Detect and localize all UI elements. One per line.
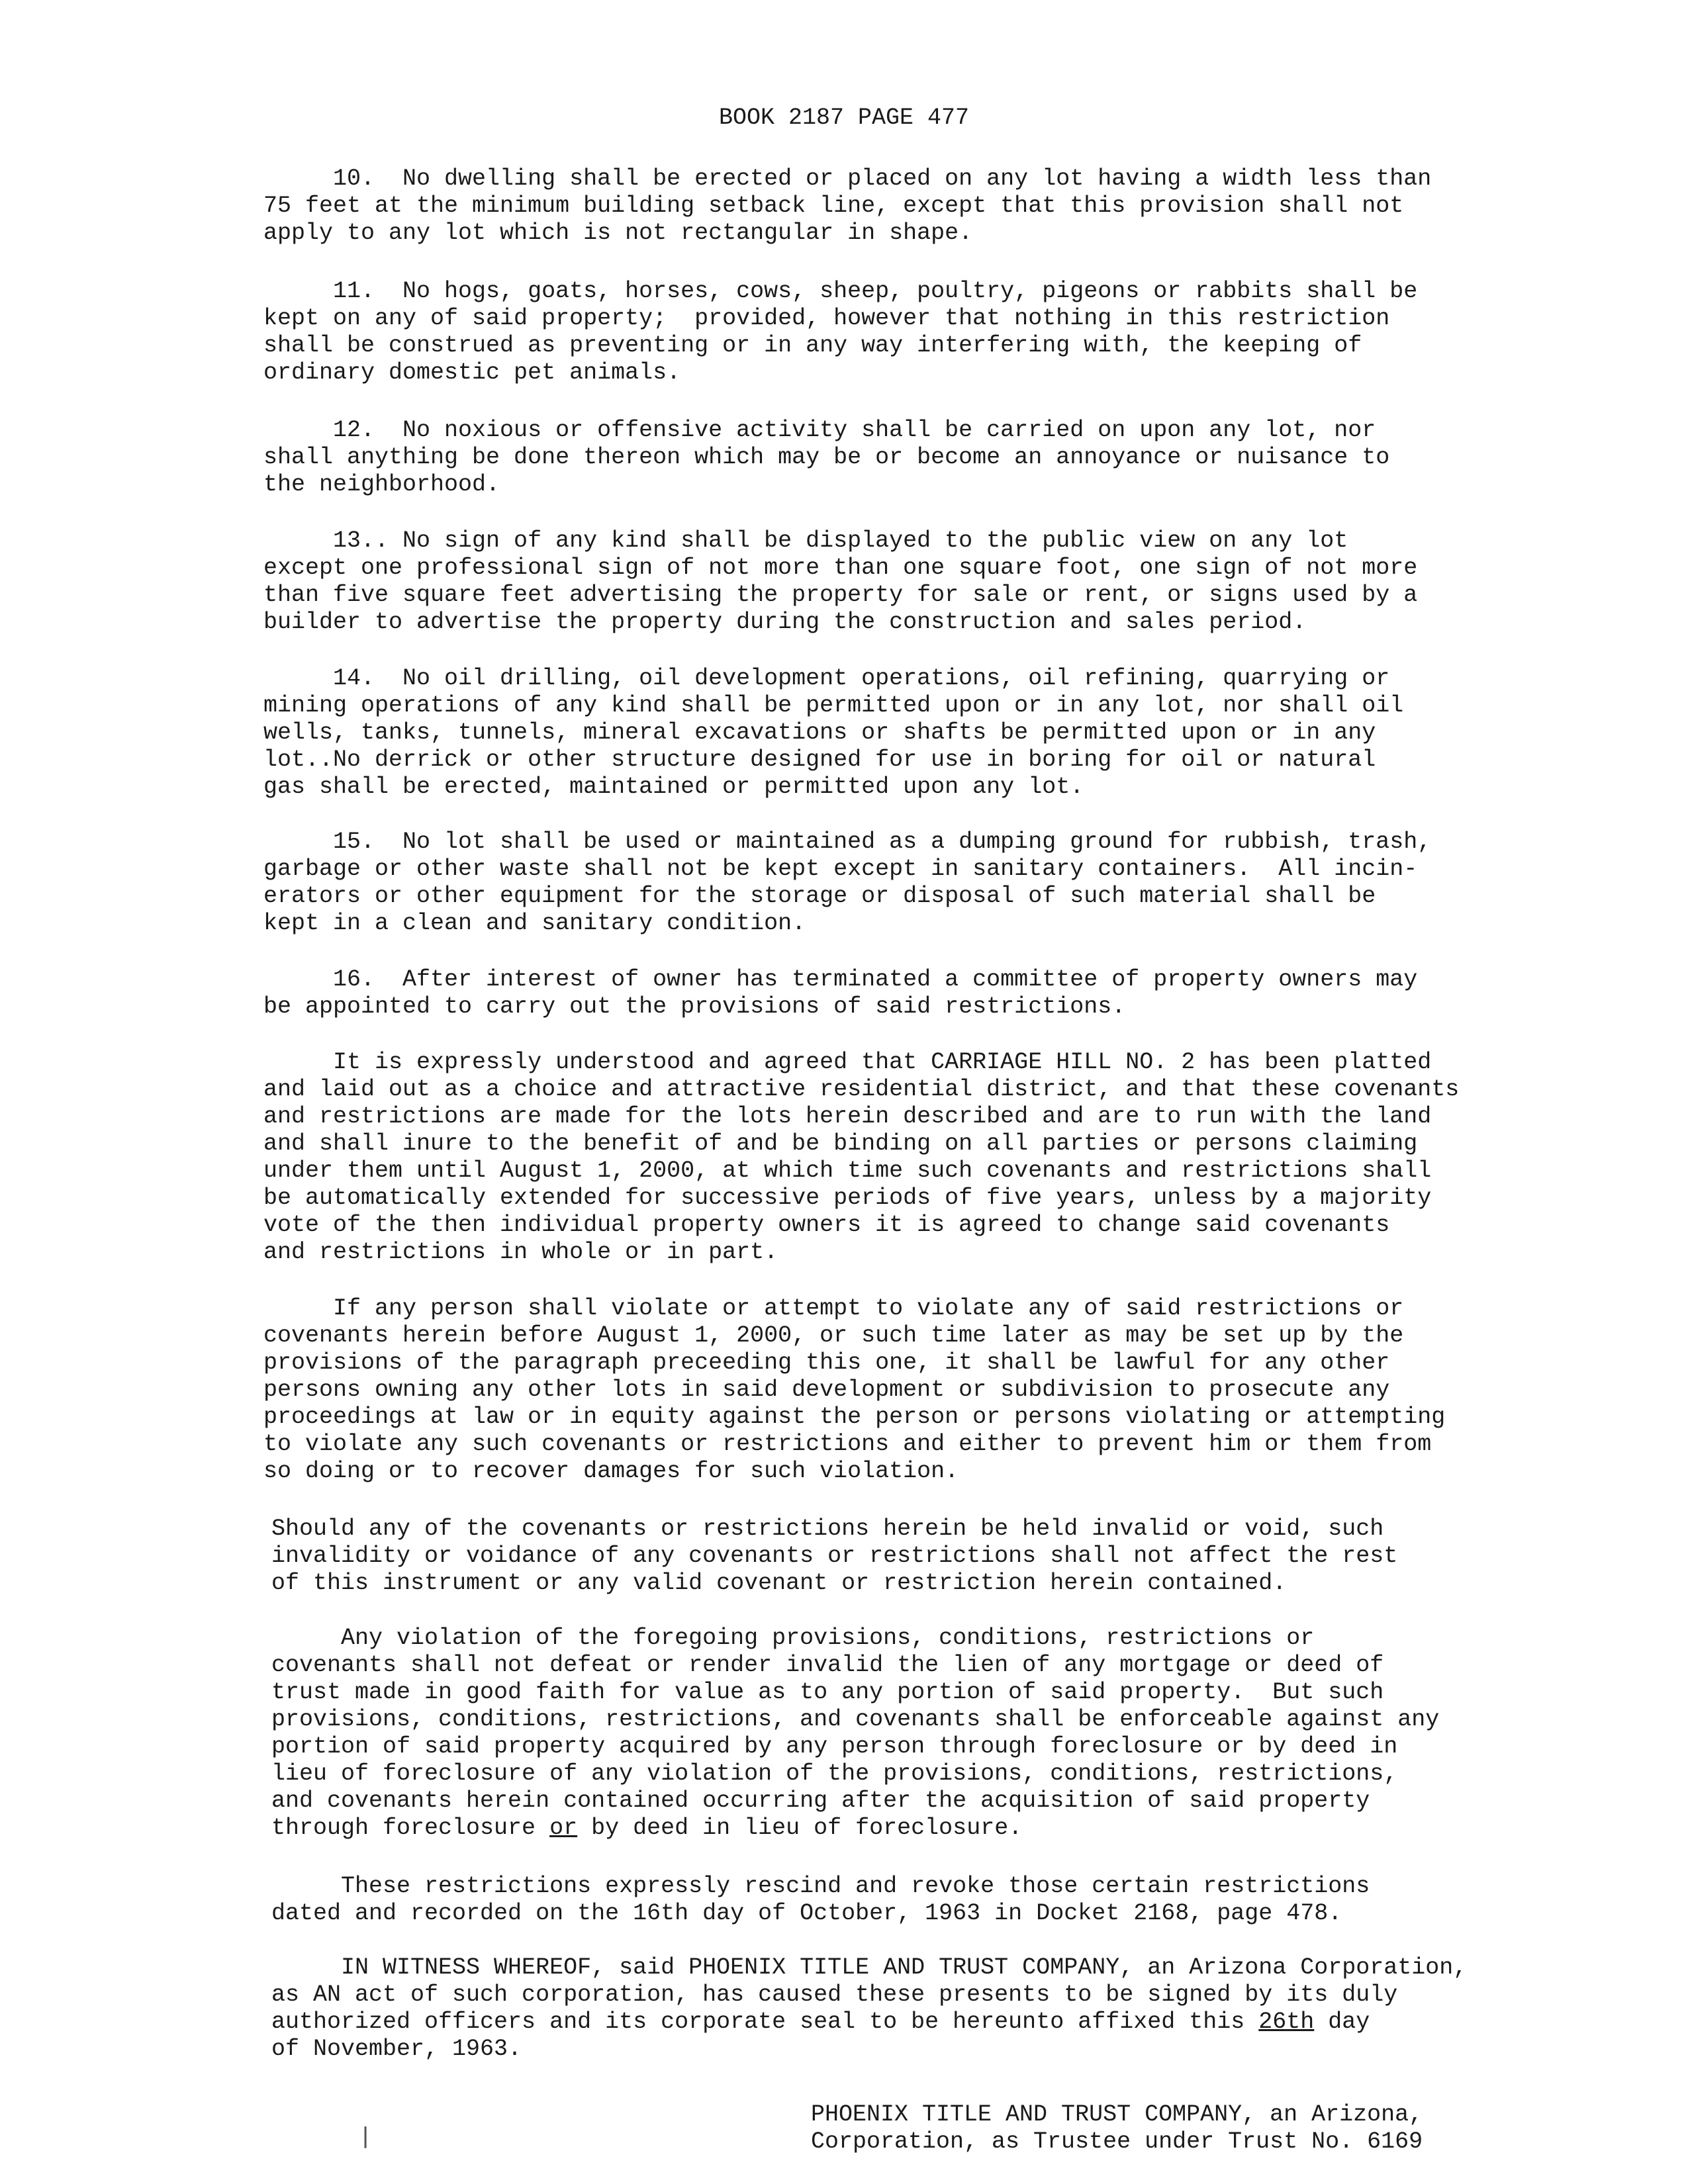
paragraph-10: 10. No dwelling shall be erected or placed on any lot having a width less than 75 feet at the minimum building setback line, except that this provision shall not apply to any lot which is not rectangular in shape. <box>263 165 1432 246</box>
paragraph-13: 13.. No sign of any kind shall be displayed to the public view on any lot except one professional sign of not more than one square foot, one sign of not more than five square feet advertising the property for sale or rent, or signs used by a builder to advertise the property during the construction and sales period. <box>263 527 1418 635</box>
paragraph-violation: If any person shall violate or attempt to violate any of said restrictions or covenants herein before August 1, 2000, or such time later as may be set up by the provisions of the paragraph preceeding this one, it shall be lawful for any other persons owning any other lots in said development or subdivision to prosecute any proceedings at law or in equity against the person or persons violating or attempting to violate any such covenants or restrictions and either to prevent him or them from so doing or to recover damages for such violation. <box>263 1295 1446 1484</box>
paragraph-mortgage <box>271 1625 1439 1842</box>
paragraph-11: 11. No hogs, goats, horses, cows, sheep, poultry, pigeons or rabbits shall be kept on any of said property; provided, however that nothing in this restriction shall be construed as preventing or in any way interfering with, the keeping of ordinary domestic pet animals. <box>263 278 1418 386</box>
underlined-date: 26th <box>1258 2009 1315 2035</box>
underlined-or: or <box>549 1815 578 1841</box>
paragraph-16: 16. After interest of owner has terminated a committee of property owners may be appointed to carry out the provisions of said restrictions. <box>263 966 1418 1020</box>
paragraph-15: 15. No lot shall be used or maintained as a dumping ground for rubbish, trash, garbage or other waste shall not be kept except in sanitary containers. All incin- erators or other equipment for the storage or disposal of such material shall be kept in a clean and sanitary condition. <box>263 829 1432 936</box>
paragraph-witness <box>271 1954 1467 2063</box>
paragraph-14: 14. No oil drilling, oil development operations, oil refining, quarrying or mining operations of any kind shall be permitted upon or in any lot, nor shall oil wells, tanks, tunnels, mineral excavations or shafts be permitted upon or in any lot..No derrick or other structure designed for use in boring for oil or natural gas shall be erected, maintained or permitted upon any lot. <box>263 665 1404 800</box>
signature-block: PHOENIX TITLE AND TRUST COMPANY, an Arizona, Corporation, as Trustee under Trust No. 6169 <box>811 2101 1423 2155</box>
page-header: BOOK 2187 PAGE 477 <box>718 105 970 131</box>
stray-mark: ❘ <box>357 2124 374 2154</box>
paragraph-severability: Should any of the covenants or restrictions herein be held invalid or void, such invalidity or voidance of any covenants or restrictions shall not affect the rest of this instrument or any valid covenant or restriction herein contained. <box>271 1516 1398 1596</box>
paragraph-mortgage-text: Any violation of the foregoing provisions, conditions, restrictions or covenants shall not defeat or render invalid the lien of any mortgage or deed of trust made in good faith for value as to any portion of said property. But such provisions, conditions, restrictions, and covenants shall be enforceable against any portion of said property acquired by any person through foreclosure or by deed in lieu of foreclosure of any violation of the provisions, conditions, restrictions, and covenants herein contained occurring after the acquisition of said property through foreclosure <box>271 1625 1440 1841</box>
paragraph-covenants-term: It is expressly understood and agreed that CARRIAGE HILL NO. 2 has been platted and laid out as a choice and attractive residential district, and that these covenants and restrictions are made for the lots herein described and are to run with the land and shall inure to the benefit of and be binding on all parties or persons claiming under them until August 1, 2000, at which time such covenants and restrictions shall be automatically extended for successive periods of five years, unless by a majority vote of the then individual property owners it is agreed to change said covenants and restrictions in whole or in part. <box>263 1049 1460 1265</box>
paragraph-witness-end: day of November, 1963. <box>271 2009 1370 2062</box>
paragraph-mortgage-end: by deed in lieu of foreclosure. <box>577 1815 1023 1841</box>
paragraph-witness-text: IN WITNESS WHEREOF, said PHOENIX TITLE AND TRUST COMPANY, an Arizona Corporation, as AN act of such corporation, has caused these presents to be signed by its duly authorized officers and its corporate seal to be hereunto affixed this <box>271 1954 1468 2035</box>
paragraph-12: 12. No noxious or offensive activity shall be carried on upon any lot, nor shall anything be done thereon which may be or become an annoyance or nuisance to the neighborhood. <box>263 417 1390 498</box>
paragraph-rescind: These restrictions expressly rescind and revoke those certain restrictions dated and recorded on the 16th day of October, 1963 in Docket 2168, page 478. <box>271 1873 1370 1927</box>
